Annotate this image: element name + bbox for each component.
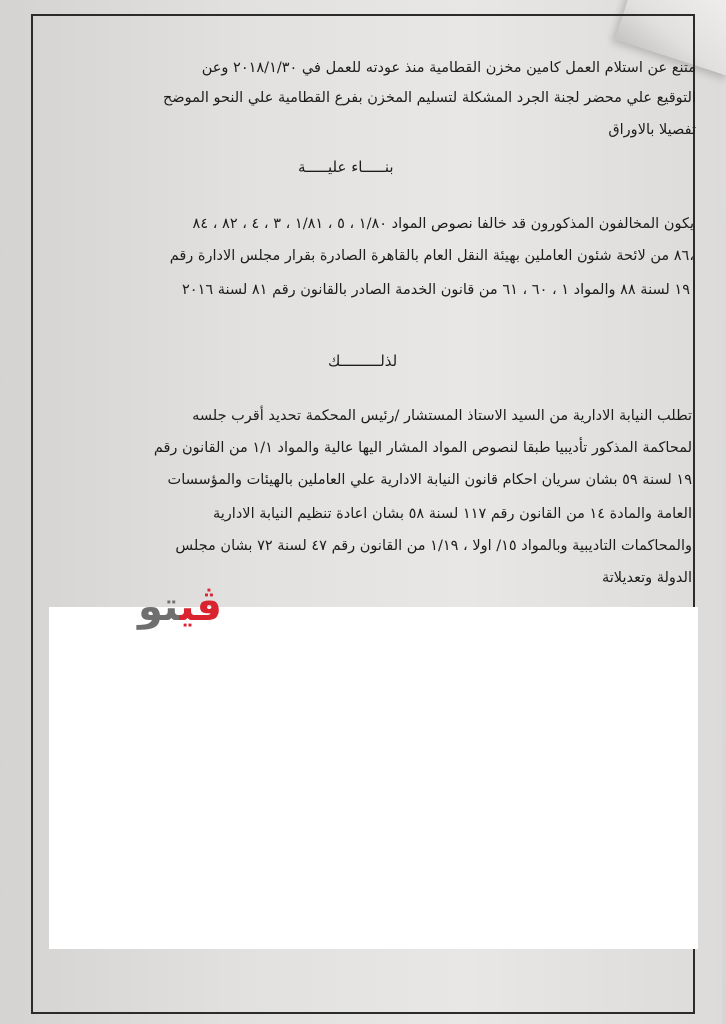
paragraph-3-line-4: العامة والمادة ١٤ من القانون رقم ١١٧ لسنة ٥٨ بشان اعادة تنظيم النيابة الادارية	[213, 506, 692, 522]
paragraph-3-line-1: تطلب النيابة الادارية من السيد الاستاذ المستشار /رئيس المحكمة تحديد أقرب جلسه	[192, 408, 692, 424]
paragraph-3-line-2: لمحاكمة المذكور تأديبيا طبقا لنصوص المواد المشار اليها عالية والمواد ١/١ من القانون رقم	[153, 440, 692, 456]
watermark-logo	[138, 584, 222, 630]
paragraph-1-line-3: تفصيلا بالاوراق	[608, 122, 696, 138]
redaction-white-box	[49, 607, 698, 949]
watermark-logo-part-2: تو	[138, 584, 180, 630]
heading-lizalik: لذلـــــــــك	[328, 352, 398, 370]
paragraph-2-line-3: ١٩ لسنة ٨٨ والمواد ١ ، ٦٠ ، ٦١ من قانون الخدمة الصادر بالقانون رقم ٨١ لسنة ٢٠١٦	[182, 282, 690, 298]
paragraph-3-line-3: ١٩ لسنة ٥٩ بشان سريان احكام قانون النيابة الادارية علي العاملين بالهيئات والمؤسسات	[167, 472, 692, 488]
paragraph-3-line-6: الدولة وتعديلاتة	[601, 570, 692, 586]
watermark-logo-part-1: ڤي	[179, 584, 222, 630]
heading-binaa-alayh: بنـــــاء عليـــــة	[298, 158, 394, 176]
paragraph-3-line-5: والمحاكمات التاديبية وبالمواد ١٥/ اولا ، ١/١٩ من القانون رقم ٤٧ لسنة ٧٢ بشان مجلس	[175, 538, 692, 554]
paragraph-1-line-1: متنع عن استلام العمل كامين مخزن القطامية منذ عودته للعمل في ٢٠١٨/١/٣٠ وعن	[201, 60, 696, 76]
paragraph-1-line-2: التوقيع علي محضر لجنة الجرد المشكلة لتسليم المخزن بفرع القطامية علي النحو الموضح	[162, 90, 696, 106]
paragraph-2-line-1: يكون المخالفون المذكورون قد خالفا نصوص المواد ١/٨٠ ، ٥ ، ١/٨١ ، ٣ ، ٤ ، ٨٢ ، ٨٤	[192, 216, 694, 232]
paragraph-2-line-2: ،٨٦ من لائحة شئون العاملين بهيئة النقل العام بالقاهرة الصادرة بقرار مجلس الادارة رقم	[169, 248, 694, 264]
